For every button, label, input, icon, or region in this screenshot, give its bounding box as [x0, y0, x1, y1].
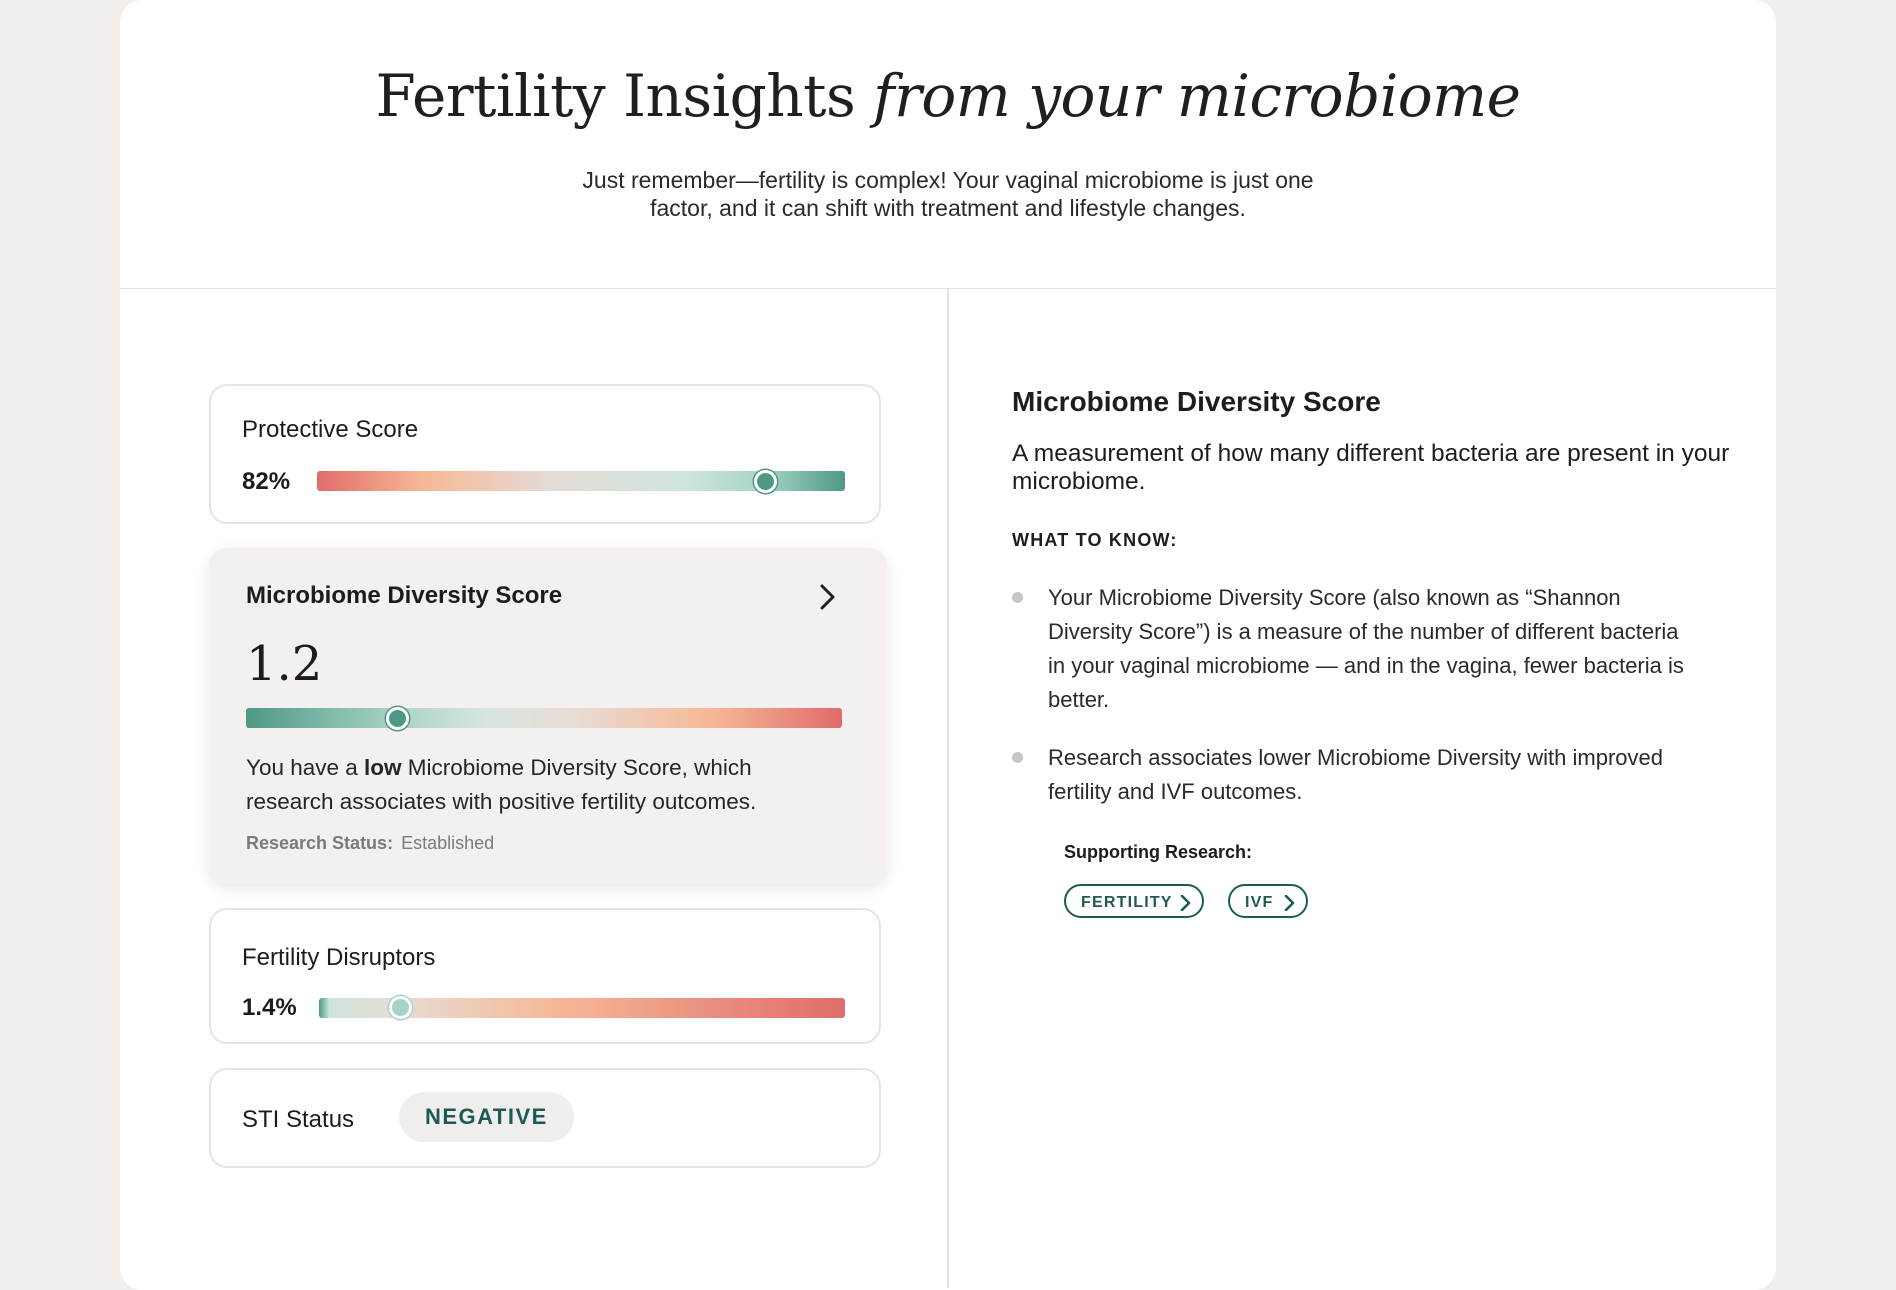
diversity-desc-post: Microbiome Diversity Score, which research associates with positive fertility outcomes.	[246, 755, 757, 814]
research-status	[246, 833, 494, 854]
diversity-score-value: 1.2	[246, 636, 323, 692]
research-status-value: Established	[401, 833, 495, 853]
page-header	[120, 0, 1776, 289]
sti-status-badge: NEGATIVE	[399, 1092, 574, 1142]
insights-card	[120, 0, 1776, 1290]
fertility-disruptors-marker	[389, 996, 412, 1019]
bullet-dot	[1012, 592, 1023, 603]
detail-title: Microbiome Diversity Score	[1012, 386, 1381, 417]
sti-status-label: STI Status	[242, 1106, 355, 1133]
diversity-score-bar	[246, 708, 842, 728]
subtitle-line-1: Just remember—fertility is complex! Your vaginal microbiome is just one	[582, 167, 1314, 193]
tag-fertility[interactable]	[1064, 884, 1204, 918]
fertility-disruptors-card[interactable]	[209, 908, 881, 1044]
protective-score-card[interactable]	[209, 384, 881, 524]
fertility-disruptors-label: Fertility Disruptors	[242, 944, 436, 971]
diversity-score-label: Microbiome Diversity Score	[246, 582, 563, 609]
chevron-right-icon[interactable]	[814, 582, 842, 612]
what-to-know-heading: WHAT TO KNOW:	[1012, 530, 1178, 550]
sti-status-card[interactable]	[209, 1068, 881, 1168]
protective-score-label: Protective Score	[242, 416, 419, 443]
page-subtitle	[528, 166, 1368, 222]
diversity-desc-pre: You have a	[246, 755, 365, 780]
detail-bullet-1: Your Microbiome Diversity Score (also known as “Shannon Diversity Score”) is a measure of the number of different bacteria in your vaginal microbiome — and in the vagina, fewer bacteria is better.	[1048, 585, 1684, 712]
diversity-description	[246, 751, 836, 819]
column-divider	[947, 288, 949, 1288]
detail-subtitle: A measurement of how many different bacteria are present in your microbiome.	[1012, 440, 1730, 495]
chevron-right-icon	[1180, 895, 1192, 911]
tag-ivf[interactable]	[1228, 884, 1308, 918]
diversity-score-card[interactable]	[209, 548, 887, 884]
tag-ivf-label: IVF	[1245, 894, 1274, 911]
detail-bullet-2: Research associates lower Microbiome Diversity with improved fertility and IVF outcomes.	[1048, 745, 1663, 804]
protective-score-marker	[754, 470, 777, 493]
research-status-label: Research Status:	[246, 833, 394, 853]
diversity-desc-bold: low	[364, 755, 402, 780]
supporting-research-label: Supporting Research:	[1064, 842, 1253, 862]
diversity-score-marker	[386, 707, 409, 730]
title-plain: Fertility Insights	[375, 62, 874, 130]
page-title	[120, 62, 1776, 130]
protective-score-value: 82%	[242, 468, 291, 495]
chevron-right-icon	[1284, 895, 1296, 911]
title-italic: from your microbiome	[873, 62, 1521, 130]
subtitle-line-2: factor, and it can shift with treatment and lifestyle changes.	[650, 195, 1246, 221]
tag-fertility-label: FERTILITY	[1081, 894, 1173, 911]
fertility-disruptors-value: 1.4%	[242, 994, 297, 1021]
bullet-dot	[1012, 752, 1023, 763]
